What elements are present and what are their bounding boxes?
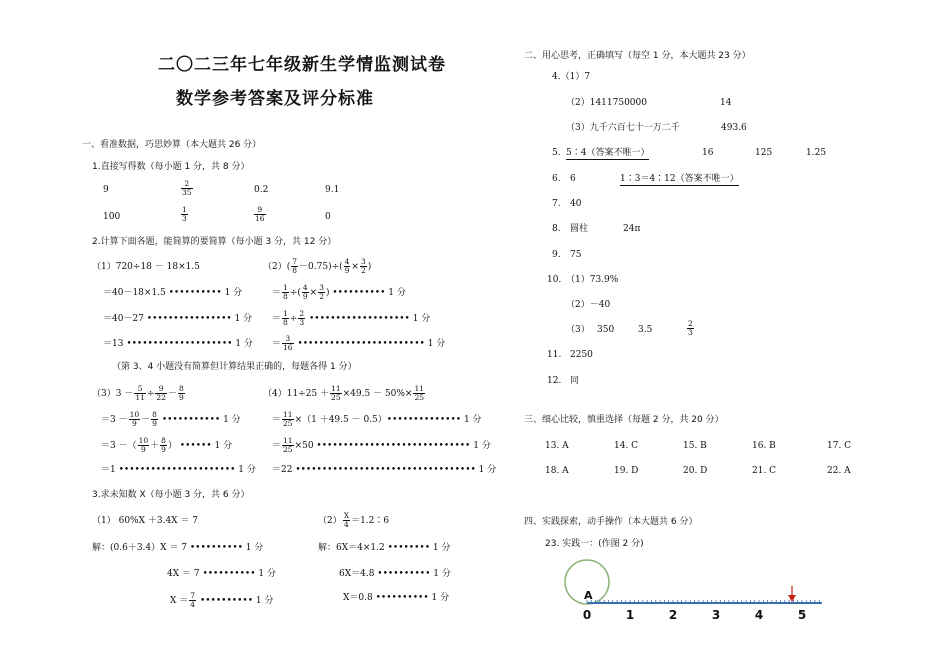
- calc-line: ＝22 •••••••••••••••••••••••••••••••••• 1 分: [272, 465, 497, 475]
- calc-line: ＝1 •••••••••••••••••••••• 1 分: [101, 465, 256, 475]
- choice-answer: 17. C: [827, 441, 852, 451]
- practice-1-label: 23. 实践一：(作图 2 分): [545, 539, 644, 549]
- answer-value: 75: [570, 250, 582, 260]
- exam-title: 二〇二三年七年级新生学情监测试卷: [158, 55, 446, 75]
- part-3-header: 3.求未知数 X（每小题 3 分，共 6 分）: [92, 490, 250, 500]
- answer-value: 3.5: [638, 325, 653, 335]
- answer-number: 8.: [552, 224, 561, 234]
- answer-value: 40: [570, 199, 582, 209]
- answer-number: 10.: [547, 275, 562, 285]
- scoring-note: （第 3、4 小题没有简算但计算结果正确的，每题各得 1 分）: [112, 362, 357, 372]
- answer-value: 125: [755, 148, 773, 158]
- choice-answer: 20. D: [683, 466, 708, 476]
- section-3-header: 三、细心比较，慎重选择（每题 2 分，共 20 分）: [524, 415, 724, 425]
- answer-underlined: 5∶4（答案不唯一）: [566, 148, 650, 158]
- answer-number: 6.: [552, 174, 561, 184]
- choice-answer: 22. A: [827, 466, 851, 476]
- tick-label: 4: [754, 608, 764, 622]
- point-a-label: A: [584, 589, 593, 602]
- equation-step: 6X＝4.8 •••••••••• 1 分: [339, 569, 451, 579]
- answer-number: 5.: [552, 148, 561, 158]
- answer-line: （3）九千六百七十一万二千: [566, 123, 680, 133]
- answer-value: 100: [103, 212, 121, 222]
- calc-line: ＝3 － $\frac{10}{9}$ － $\frac{8}{9}$ ••••••••••• 1 分: [101, 410, 241, 428]
- tick-label: 1: [625, 608, 635, 622]
- answer-number: 9.: [552, 250, 561, 260]
- answer-line: 4.（1）7: [552, 72, 591, 82]
- answer-fraction: $\frac{9}{16}$: [255, 205, 265, 223]
- tick-label: 5: [797, 608, 807, 622]
- calc-line: ＝13 •••••••••••••••••••• 1 分: [103, 339, 253, 349]
- calc-line: ＝ $\frac{1}{8}$ ÷ $\frac{2}{3}$ ••••••••••••••••••• 1 分: [272, 309, 431, 327]
- calc-line: （2）( $\frac{7}{8}$ －0.75)÷( $\frac{4}{9}$ × $\frac{3}{2}$ ): [263, 257, 372, 275]
- section-4-header: 四、实践探索，动手操作（本大题共 6 分）: [524, 517, 698, 527]
- calc-line: ＝ $\frac{1}{8}$ ÷( $\frac{4}{9}$ × $\frac{3}{2}$ ) •••••••••• 1 分: [272, 283, 406, 301]
- answer-line: （1）73.9%: [566, 275, 619, 285]
- answer-value: 0: [325, 212, 331, 222]
- answer-value: 1.25: [806, 148, 827, 158]
- answer-fraction: $\frac{2}{3}$: [688, 319, 693, 337]
- calc-line: ＝ $\frac{3}{16}$ •••••••••••••••••••••••• 1 分: [272, 334, 446, 352]
- choice-answer: 21. C: [752, 466, 777, 476]
- calc-line: （1）720÷18 － 18×1.5: [92, 262, 200, 272]
- answer-value: 350: [597, 325, 615, 335]
- answer-line: （2）－40: [566, 300, 611, 310]
- calc-line: （3）3 － $\frac{5}{11}$ ÷ $\frac{9}{22}$ － $\frac{8}{9}$: [92, 384, 184, 402]
- part-1-header: 1.直接写得数（每小题 1 分，共 8 分）: [92, 162, 250, 172]
- equation-step: 4X ＝ 7 •••••••••• 1 分: [167, 569, 276, 579]
- choice-answer: 18. A: [545, 466, 569, 476]
- answer-value: 同: [570, 376, 580, 386]
- equation-step: X ＝ $\frac{7}{4}$ •••••••••• 1 分: [170, 591, 274, 609]
- answer-value: 0.2: [254, 185, 269, 195]
- answer-number: 7.: [552, 199, 561, 209]
- section-2-header: 二、用心思考，正确填写（每空 1 分，本大题共 23 分）: [524, 51, 751, 61]
- equation: （1） 60%X ＋3.4X ＝ 7: [92, 516, 199, 526]
- calc-line: ＝40－27 •••••••••••••••• 1 分: [103, 314, 253, 324]
- answer-value: 16: [702, 148, 714, 158]
- calc-line: （4）11÷25 ＋ $\frac{11}{25}$ ×49.5 － 50%× $\frac{11}{25}$: [263, 384, 424, 402]
- answer-number: 12.: [547, 376, 562, 386]
- answer-fraction: $\frac{2}{35}$: [182, 179, 192, 197]
- calc-line: ＝40－18×1.5 •••••••••• 1 分: [103, 288, 243, 298]
- answer-number: 11.: [547, 350, 562, 360]
- choice-answer: 19. D: [614, 466, 639, 476]
- section-1-header: 一、看准数据，巧思妙算（本大题共 26 分）: [82, 140, 262, 150]
- answer-value: 9: [103, 185, 109, 195]
- answer-key-title: 数学参考答案及评分标准: [176, 89, 374, 109]
- tick-labels: [583, 608, 806, 622]
- tick-label: 3: [711, 608, 721, 622]
- answer-value: 14: [720, 98, 732, 108]
- calc-line: ＝3 －（ $\frac{10}{9}$ ＋ $\frac{8}{9}$ ） •••••• 1 分: [101, 436, 233, 454]
- calc-line: ＝ $\frac{11}{25}$ ×（1 ＋49.5 － 0.5）•••••••••••••• 1 分: [272, 410, 482, 428]
- equation: （2） $\frac{X}{4}$ ＝1.2∶6: [318, 511, 390, 529]
- answer-line: （3）: [566, 325, 590, 335]
- answer-value: 9.1: [325, 185, 340, 195]
- equation-step: 解：(0.6＋3.4）X ＝ 7 •••••••••• 1 分: [92, 543, 264, 553]
- choice-answer: 16. B: [752, 441, 776, 451]
- answer-value: 493.6: [721, 123, 747, 133]
- answer-value: 圆柱: [570, 224, 589, 234]
- part-2-header: 2.计算下面各题，能简算的要简算（每小题 3 分，共 12 分）: [92, 237, 337, 247]
- answer-value: 24π: [623, 224, 641, 234]
- equation-step: X＝0.8 •••••••••• 1 分: [343, 593, 450, 603]
- number-line-figure: [555, 555, 840, 627]
- answer-value: 2250: [570, 350, 593, 360]
- choice-answer: 13. A: [545, 441, 569, 451]
- choice-answer: 14. C: [614, 441, 639, 451]
- answer-fraction: $\frac{1}{3}$: [182, 205, 187, 223]
- calc-line: ＝ $\frac{11}{25}$ ×50 ••••••••••••••••••••••••••••• 1 分: [272, 436, 491, 454]
- tick-label: 2: [668, 608, 678, 622]
- tick-label: 0: [582, 608, 592, 622]
- answer-line: （2）1411750000: [566, 98, 647, 108]
- equation-step: 解：6X＝4×1.2 •••••••• 1 分: [318, 543, 451, 553]
- answer-value: 6: [570, 174, 576, 184]
- choice-answer: 15. B: [683, 441, 707, 451]
- answer-underlined: 1∶3＝4∶12（答案不唯一）: [620, 174, 739, 184]
